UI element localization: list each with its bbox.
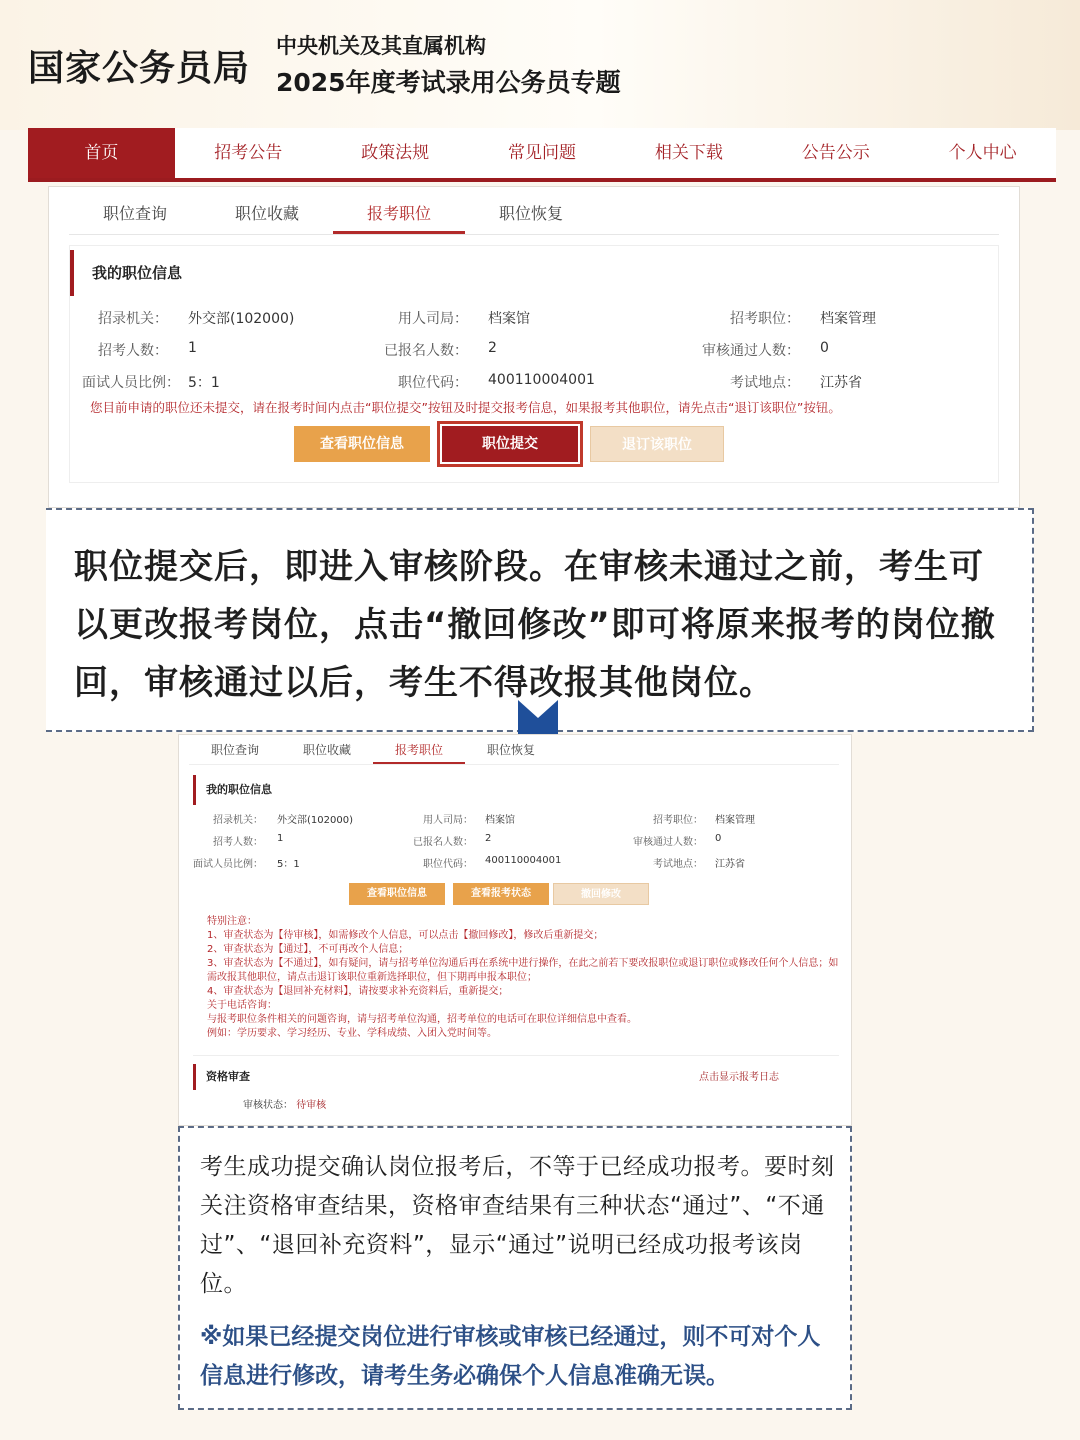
field-value: 外交部(102000): [188, 311, 295, 327]
field-label: 已报名人数：: [384, 343, 468, 359]
tab-applied-position[interactable]: 报考职位: [333, 187, 465, 234]
nav-faq[interactable]: 常见问题: [508, 143, 576, 163]
review-status-label: 审核状态：: [243, 1100, 293, 1111]
field-value: 0: [715, 833, 722, 844]
view-position-button[interactable]: 查看职位信息: [349, 883, 445, 905]
note-line: 例如：学历要求、学习经历、专业、学科成绩、入团入党时间等。: [207, 1028, 497, 1039]
nav-home[interactable]: 首页: [28, 128, 175, 178]
tab-position-search[interactable]: 职位查询: [102, 204, 167, 223]
my-position-panel: [69, 245, 999, 483]
review-status-value: 待审核: [296, 1100, 327, 1111]
position-screen-2: [178, 734, 852, 1126]
field-value: 2: [485, 833, 492, 844]
note-line: 特别注意：: [207, 916, 257, 927]
note-line: 与报考职位条件相关的问题咨询，请与招考单位沟通，招考单位的电话可在职位详细信息中查看。: [207, 1014, 637, 1025]
tab-applied-position[interactable]: 报考职位: [373, 735, 465, 764]
info-row: [179, 833, 853, 849]
view-status-button[interactable]: 查看报考状态: [453, 883, 549, 905]
position-tabs: [69, 187, 999, 235]
note-line: 4、审查状态为【退回补充材料】，请按要求补充资料后，重新提交；: [207, 986, 509, 997]
withdraw-edit-button[interactable]: 撤回修改: [553, 883, 649, 905]
field-value: 5：1: [277, 859, 300, 870]
note-line: 1、审查状态为【待审核】，如需修改个人信息，可以点击【撤回修改】，修改后重新提交；: [207, 930, 604, 941]
callout-box-1: [46, 508, 1034, 732]
field-value: 江苏省: [715, 859, 745, 870]
field-value: 1: [277, 833, 284, 844]
tab-position-restore[interactable]: 职位恢复: [498, 204, 563, 223]
field-value: 2: [488, 340, 497, 356]
nav-public-notice[interactable]: 公告公示: [801, 143, 870, 163]
header-subtitle-org: 中央机关及其直属机构: [276, 34, 486, 58]
note-line: 2、审查状态为【通过】，不可再改个人信息；: [207, 944, 409, 955]
field-label: 审核通过人数：: [633, 837, 703, 848]
panel-title: 我的职位信息: [193, 775, 272, 805]
field-value: 5：1: [188, 375, 220, 391]
callout-warning: ※如果已经提交岗位进行审核或审核已经通过，则不可对个人信息进行修改，请考生务必确保个人信息准确无误。: [200, 1324, 821, 1389]
nav-announcements[interactable]: 招考公告: [214, 143, 283, 163]
field-value: 400110004001: [488, 372, 595, 388]
special-notes: [207, 915, 847, 1041]
field-label: 招考人数：: [98, 343, 168, 359]
callout-text-2: 考生成功提交确认岗位报考后，不等于已经成功报考。要时刻关注资格审查结果，资格审查结果有三种状态“通过”、“不通过”、“退回补充资料”，显示“通过”说明已经成功报考该岗位。: [200, 1154, 835, 1297]
nav-downloads[interactable]: 相关下载: [654, 143, 723, 163]
nav-policy[interactable]: 政策法规: [361, 143, 430, 163]
field-label: 职位代码：: [423, 859, 473, 870]
field-label: 用人司局：: [398, 311, 468, 327]
qualification-title: 资格审查: [193, 1064, 250, 1090]
tab-position-search[interactable]: 职位查询: [210, 743, 259, 757]
note-line: 3、审查状态为【不通过】，如有疑问，请与招考单位沟通后再在系统中进行操作，在此之前若下要改报职位或退订职位或修改任何个人信息；如需改报其他职位，请点击退订该职位重新选择职位，但下期再申报本职位；: [207, 958, 839, 983]
field-label: 面试人员比例：: [82, 375, 180, 391]
field-label: 考试地点：: [730, 375, 800, 391]
field-label: 招录机关：: [98, 311, 168, 327]
callout-box-2: [178, 1126, 852, 1410]
field-value: 0: [820, 340, 829, 356]
field-value: 档案馆: [485, 815, 515, 826]
field-value: 档案馆: [488, 311, 530, 327]
view-position-button[interactable]: 查看职位信息: [294, 426, 430, 462]
nav-personal-center[interactable]: 个人中心: [948, 143, 1017, 163]
info-row: [70, 340, 1000, 364]
field-label: 考试地点：: [653, 859, 703, 870]
field-value: 档案管理: [820, 311, 876, 327]
tab-position-restore[interactable]: 职位恢复: [486, 743, 535, 757]
tab-position-favorites[interactable]: 职位收藏: [302, 743, 351, 757]
field-label: 用人司局：: [423, 815, 473, 826]
field-label: 审核通过人数：: [702, 343, 800, 359]
site-title: 国家公务员局: [28, 48, 251, 89]
field-label: 面试人员比例：: [193, 859, 263, 870]
info-row: [70, 372, 1000, 396]
field-value: 档案管理: [715, 815, 755, 826]
tab-position-favorites[interactable]: 职位收藏: [234, 204, 299, 223]
field-label: 职位代码：: [398, 375, 468, 391]
header-subtitle-topic: 2025年度考试录用公务员专题: [276, 68, 621, 97]
info-row: [179, 855, 853, 871]
field-value: 400110004001: [485, 855, 562, 866]
callout-text-1: 职位提交后，即进入审核阶段。在审核未通过之前，考生可以更改报考岗位，点击“撤回修改”即可将原来报考的岗位撤回，审核通过以后，考生不得改报其他岗位。: [74, 547, 996, 703]
field-label: 招考职位：: [653, 815, 703, 826]
position-tabs: [189, 735, 839, 765]
qualification-review-section: [193, 1055, 839, 1111]
submit-position-button[interactable]: 职位提交: [440, 424, 580, 464]
position-screen-1: [48, 186, 1020, 508]
show-log-link[interactable]: 点击显示报考日志: [699, 1072, 779, 1083]
field-value: 1: [188, 340, 197, 356]
info-row: [70, 308, 1000, 332]
field-label: 招录机关：: [213, 815, 263, 826]
submit-notice: 您目前申请的职位还未提交，请在报考时间内点击“职位提交”按钮及时提交报考信息，如果报考其他职位，请先点击“退订该职位”按钮。: [90, 400, 841, 415]
panel-title: 我的职位信息: [70, 250, 182, 296]
note-line: 关于电话咨询：: [207, 1000, 277, 1011]
field-label: 已报名人数：: [413, 837, 473, 848]
cancel-position-button[interactable]: 退订该职位: [590, 426, 724, 462]
field-value: 江苏省: [820, 375, 862, 391]
main-nav: [28, 128, 1056, 182]
field-label: 招考人数：: [213, 837, 263, 848]
field-label: 招考职位：: [730, 311, 800, 327]
review-status: [243, 1096, 326, 1111]
field-value: 外交部(102000): [277, 815, 353, 826]
info-row: [179, 811, 853, 827]
down-arrow-marker-icon: [518, 700, 558, 734]
